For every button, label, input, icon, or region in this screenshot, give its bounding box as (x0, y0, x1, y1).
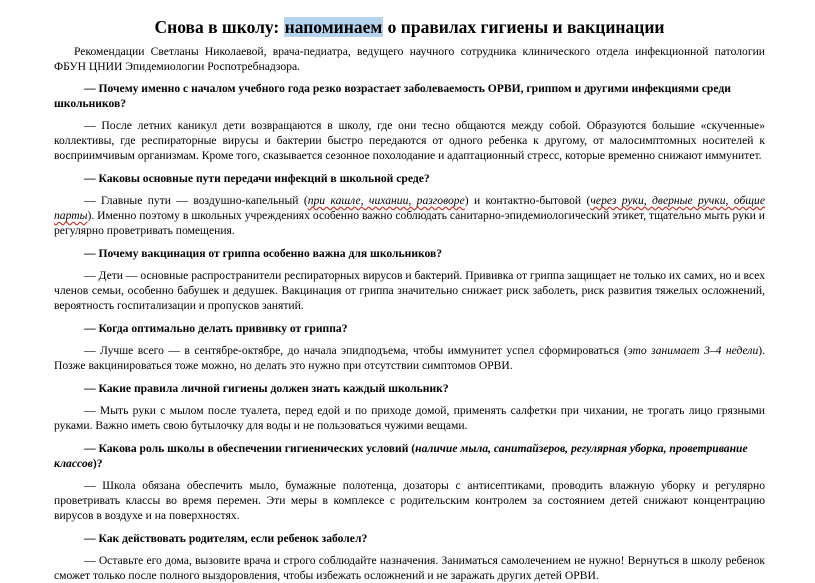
title-pre: Снова в школу: (154, 17, 284, 37)
answer-4-part-2: ). Позже вакцинироваться тоже можно, но делать это нужно при отсутствии симптомов ОРВИ. (54, 344, 766, 372)
answer-4-part-1: — Лучше всего — в сентябре-октябре, до начала эпидподъема, чтобы иммунитет успел сформироваться ( (84, 344, 628, 357)
answer-3: — Дети — основные распространители респираторных вирусов и бактерий. Прививка от гриппа защищает не только их самих, но и всех членов семьи, особенно бабушек и дедушек. Вакцинация от гриппа значительно снижает риск заболеть, риск развития тяжелых осложнений, вероятность госпитализации и пропусков занятий. (54, 269, 765, 312)
answer-5: — Мыть руки с мылом после туалета, перед едой и по приходе домой, применять салфетки при чихании, не трогать лицо грязными руками. Важно иметь свою бутылочку для воды и не пользоваться чужими вещами. (54, 404, 765, 432)
title-post: о правилах гигиены и вакцинации (383, 17, 665, 37)
answer-2-part-2: ) и контактно-бытовой ( (464, 194, 591, 207)
article-title (54, 16, 765, 38)
question-6-italic: наличие мыла, санитайзеров, регулярная уборка, проветривание классов (54, 442, 748, 470)
answer-1: — После летних каникул дети возвращаются в школу, где они тесно общаются между собой. Образуются большие «скученные» коллективы, где респираторные вирусы и бактерии быстро передаются от одного ребенка к другому, от малосимптомных носителей к восприимчивым организмам. Кроме того, сказывается сезонное похолодание и адаптационный стресс, которые временно снижают иммунитет. (54, 119, 765, 162)
answer-4-italic: это занимает 3–4 недели (627, 344, 759, 357)
answer-7: — Оставьте его дома, вызовите врача и строго соблюдайте назначения. Заниматься самолечением не нужно! Вернуться в школу ребенок сможет только после полного выздоровления, чтобы избежать осложнений и не заражать других детей ОРВИ. (54, 554, 765, 582)
answer-2 (54, 193, 765, 238)
answer-2-italic-1: при кашле, чихании, разговоре (307, 194, 465, 207)
intro-paragraph: Рекомендации Светланы Николаевой, врача-педиатра, ведущего научного сотрудника клинического отдела инфекционной патологии ФБУН ЦНИИ Эпидемиологии Роспотребнадзора. (54, 45, 765, 73)
question-3: — Почему вакцинация от гриппа особенно важна для школьников? (84, 247, 443, 260)
question-2: — Каковы основные пути передачи инфекций в школьной среде? (84, 172, 430, 185)
question-1: — Почему именно с началом учебного года резко возрастает заболеваемость ОРВИ, гриппом и другими инфекциями среди школьников? (54, 82, 731, 110)
question-4: — Когда оптимально делать прививку от гриппа? (84, 322, 348, 335)
answer-2-part-3: ). Именно поэтому в школьных учреждениях особенно важно соблюдать санитарно-эпидемиологический этикет, тщательно мыть руки и регулярно проветривать помещения. (54, 209, 765, 237)
question-6-part-1: — Какова роль школы в обеспечении гигиенических условий ( (84, 442, 416, 455)
answer-6: — Школа обязана обеспечить мыло, бумажные полотенца, дозаторы с антисептиками, проводить влажную уборку и регулярно проветривать классы во время перемен. Эти меры в комплексе с родительским контролем за состоянием детей снижают концентрацию вирусов в воздухе и на поверхностях. (54, 479, 765, 522)
question-5: — Какие правила личной гигиены должен знать каждый школьник? (84, 382, 449, 395)
answer-4 (54, 343, 765, 373)
question-6-part-2: )? (92, 457, 103, 470)
question-6 (54, 441, 765, 471)
question-7: — Как действовать родителям, если ребенок заболел? (84, 532, 368, 545)
answer-2-part-1: — Главные пути — воздушно-капельный ( (84, 194, 308, 207)
answer-2-italic-2: через руки, дверные ручки, общие парты (54, 194, 765, 222)
title-highlighted-word[interactable]: напоминаем (284, 17, 383, 37)
